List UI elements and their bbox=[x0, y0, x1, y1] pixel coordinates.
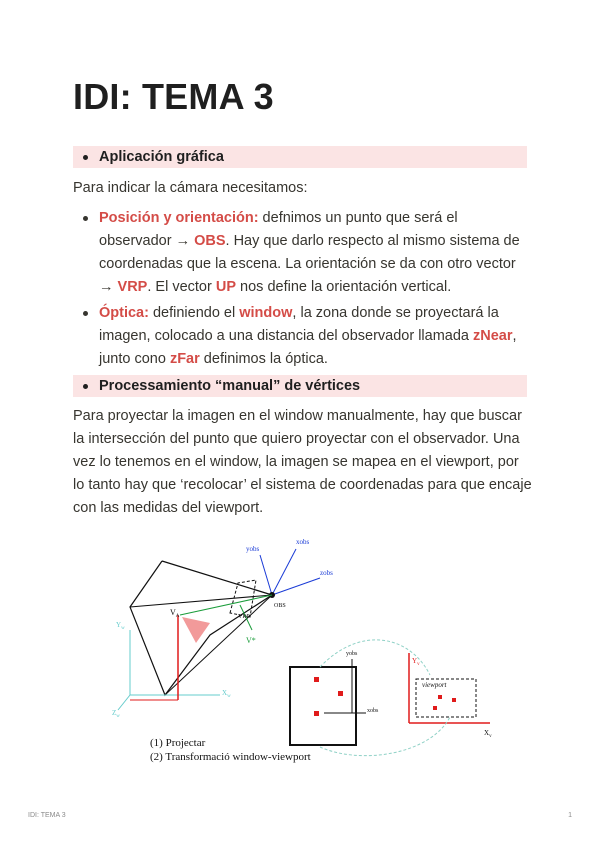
caption-1: (1) Projectar bbox=[150, 737, 206, 749]
point-marker bbox=[452, 698, 456, 702]
point-marker bbox=[338, 691, 343, 696]
bullet-text: nos define la orientación vertical. bbox=[236, 279, 452, 295]
viewport-label: viewport bbox=[422, 681, 447, 689]
keyword-obs: OBS bbox=[194, 233, 226, 249]
projection-diagram-svg bbox=[110, 535, 498, 771]
bullet-text: definiendo el bbox=[148, 305, 240, 321]
zw-label-text: Z bbox=[112, 709, 117, 717]
zw-label bbox=[112, 709, 120, 719]
va-label bbox=[170, 608, 180, 619]
xv-label bbox=[484, 729, 492, 739]
xv-label-text: X bbox=[484, 729, 490, 737]
keyword-window: window bbox=[239, 305, 293, 321]
bullet-text: , junto cono bbox=[99, 328, 517, 367]
body-paragraph: Para proyectar la imagen en el window manualmente, hay que buscar la intersección del punto que quiero proyectar con el observador. Una vez lo tenemos en el window, la imagen se mapea en el viewport, por lo tanto hay que ‘recolocar’ el sistema de coordenadas para que encaje con las medidas del viewport. bbox=[73, 408, 532, 516]
va-label-text: V bbox=[170, 608, 176, 617]
yobs-label: yobs bbox=[246, 545, 260, 553]
inset-xobs-label: xobs bbox=[367, 708, 379, 714]
vrp-label: VRP bbox=[238, 614, 250, 620]
xw-label-sub: w bbox=[227, 694, 231, 699]
keyword-zfar: zFar bbox=[169, 351, 200, 367]
yw-label-sub: w bbox=[121, 626, 125, 631]
bullet-text: . El vector bbox=[147, 279, 216, 295]
window-inset bbox=[290, 667, 356, 745]
keyword-znear: zNear bbox=[473, 328, 513, 344]
projection-diagram bbox=[110, 535, 498, 771]
vstar-label: V* bbox=[246, 636, 256, 645]
bullet-label: Óptica: bbox=[99, 305, 149, 321]
frustum-edge bbox=[165, 595, 272, 695]
section-heading-processamiento: Processamiento “manual” de vértices bbox=[73, 375, 527, 397]
xobs-label: xobs bbox=[296, 538, 310, 546]
obs-label: OBS bbox=[274, 603, 286, 609]
point-marker bbox=[433, 706, 437, 710]
intro-text: Para indicar la cámara necesitamos: bbox=[73, 180, 308, 196]
inset-yobs-label: yobs bbox=[346, 651, 358, 657]
va-label-sub: A bbox=[175, 614, 180, 619]
bullet-text: , la zona donde se proyectará la imagen, colocado a una distancia del observador llamada bbox=[99, 305, 499, 344]
bullet-text: defnimos un punto que será el observador → bbox=[99, 210, 458, 249]
frustum-edge bbox=[130, 595, 272, 607]
yw-label bbox=[116, 621, 125, 631]
yw-label-text: Y bbox=[116, 621, 122, 629]
bullet-label: Posición y orientación: bbox=[99, 210, 259, 226]
zw-axis bbox=[118, 695, 130, 710]
projection-ray bbox=[180, 595, 272, 615]
bullet-text: definimos la óptica. bbox=[199, 351, 328, 367]
point-marker bbox=[314, 711, 319, 716]
bullet-text: . Hay que darlo respecto al mismo sistema de coordenadas que la escena. La orientación se da con otro vector → bbox=[99, 233, 520, 295]
bullet-optica bbox=[99, 302, 529, 371]
point-marker bbox=[438, 695, 442, 699]
yv-label-text: Y bbox=[412, 657, 418, 665]
footer-page-number: 1 bbox=[568, 812, 572, 819]
keyword-vrp: VRP bbox=[117, 279, 148, 295]
caption-2: (2) Transformació window-viewport bbox=[150, 751, 311, 763]
zobs-label: zobs bbox=[320, 569, 333, 577]
scene-object bbox=[182, 617, 210, 643]
xv-label-sub: v bbox=[489, 734, 492, 739]
zw-label-sub: w bbox=[116, 714, 120, 719]
point-marker bbox=[314, 677, 319, 682]
xw-label-text: X bbox=[222, 689, 228, 697]
footer-title: IDI: TEMA 3 bbox=[28, 812, 66, 819]
keyword-up: UP bbox=[215, 279, 237, 295]
xw-label bbox=[222, 689, 231, 699]
page-title: IDI: TEMA 3 bbox=[73, 76, 274, 117]
section-heading-aplicacion: Aplicación gráfica bbox=[73, 146, 527, 168]
yv-label-sub: v bbox=[417, 662, 420, 667]
bullet-posicion bbox=[99, 207, 529, 299]
yobs-axis bbox=[260, 555, 272, 595]
